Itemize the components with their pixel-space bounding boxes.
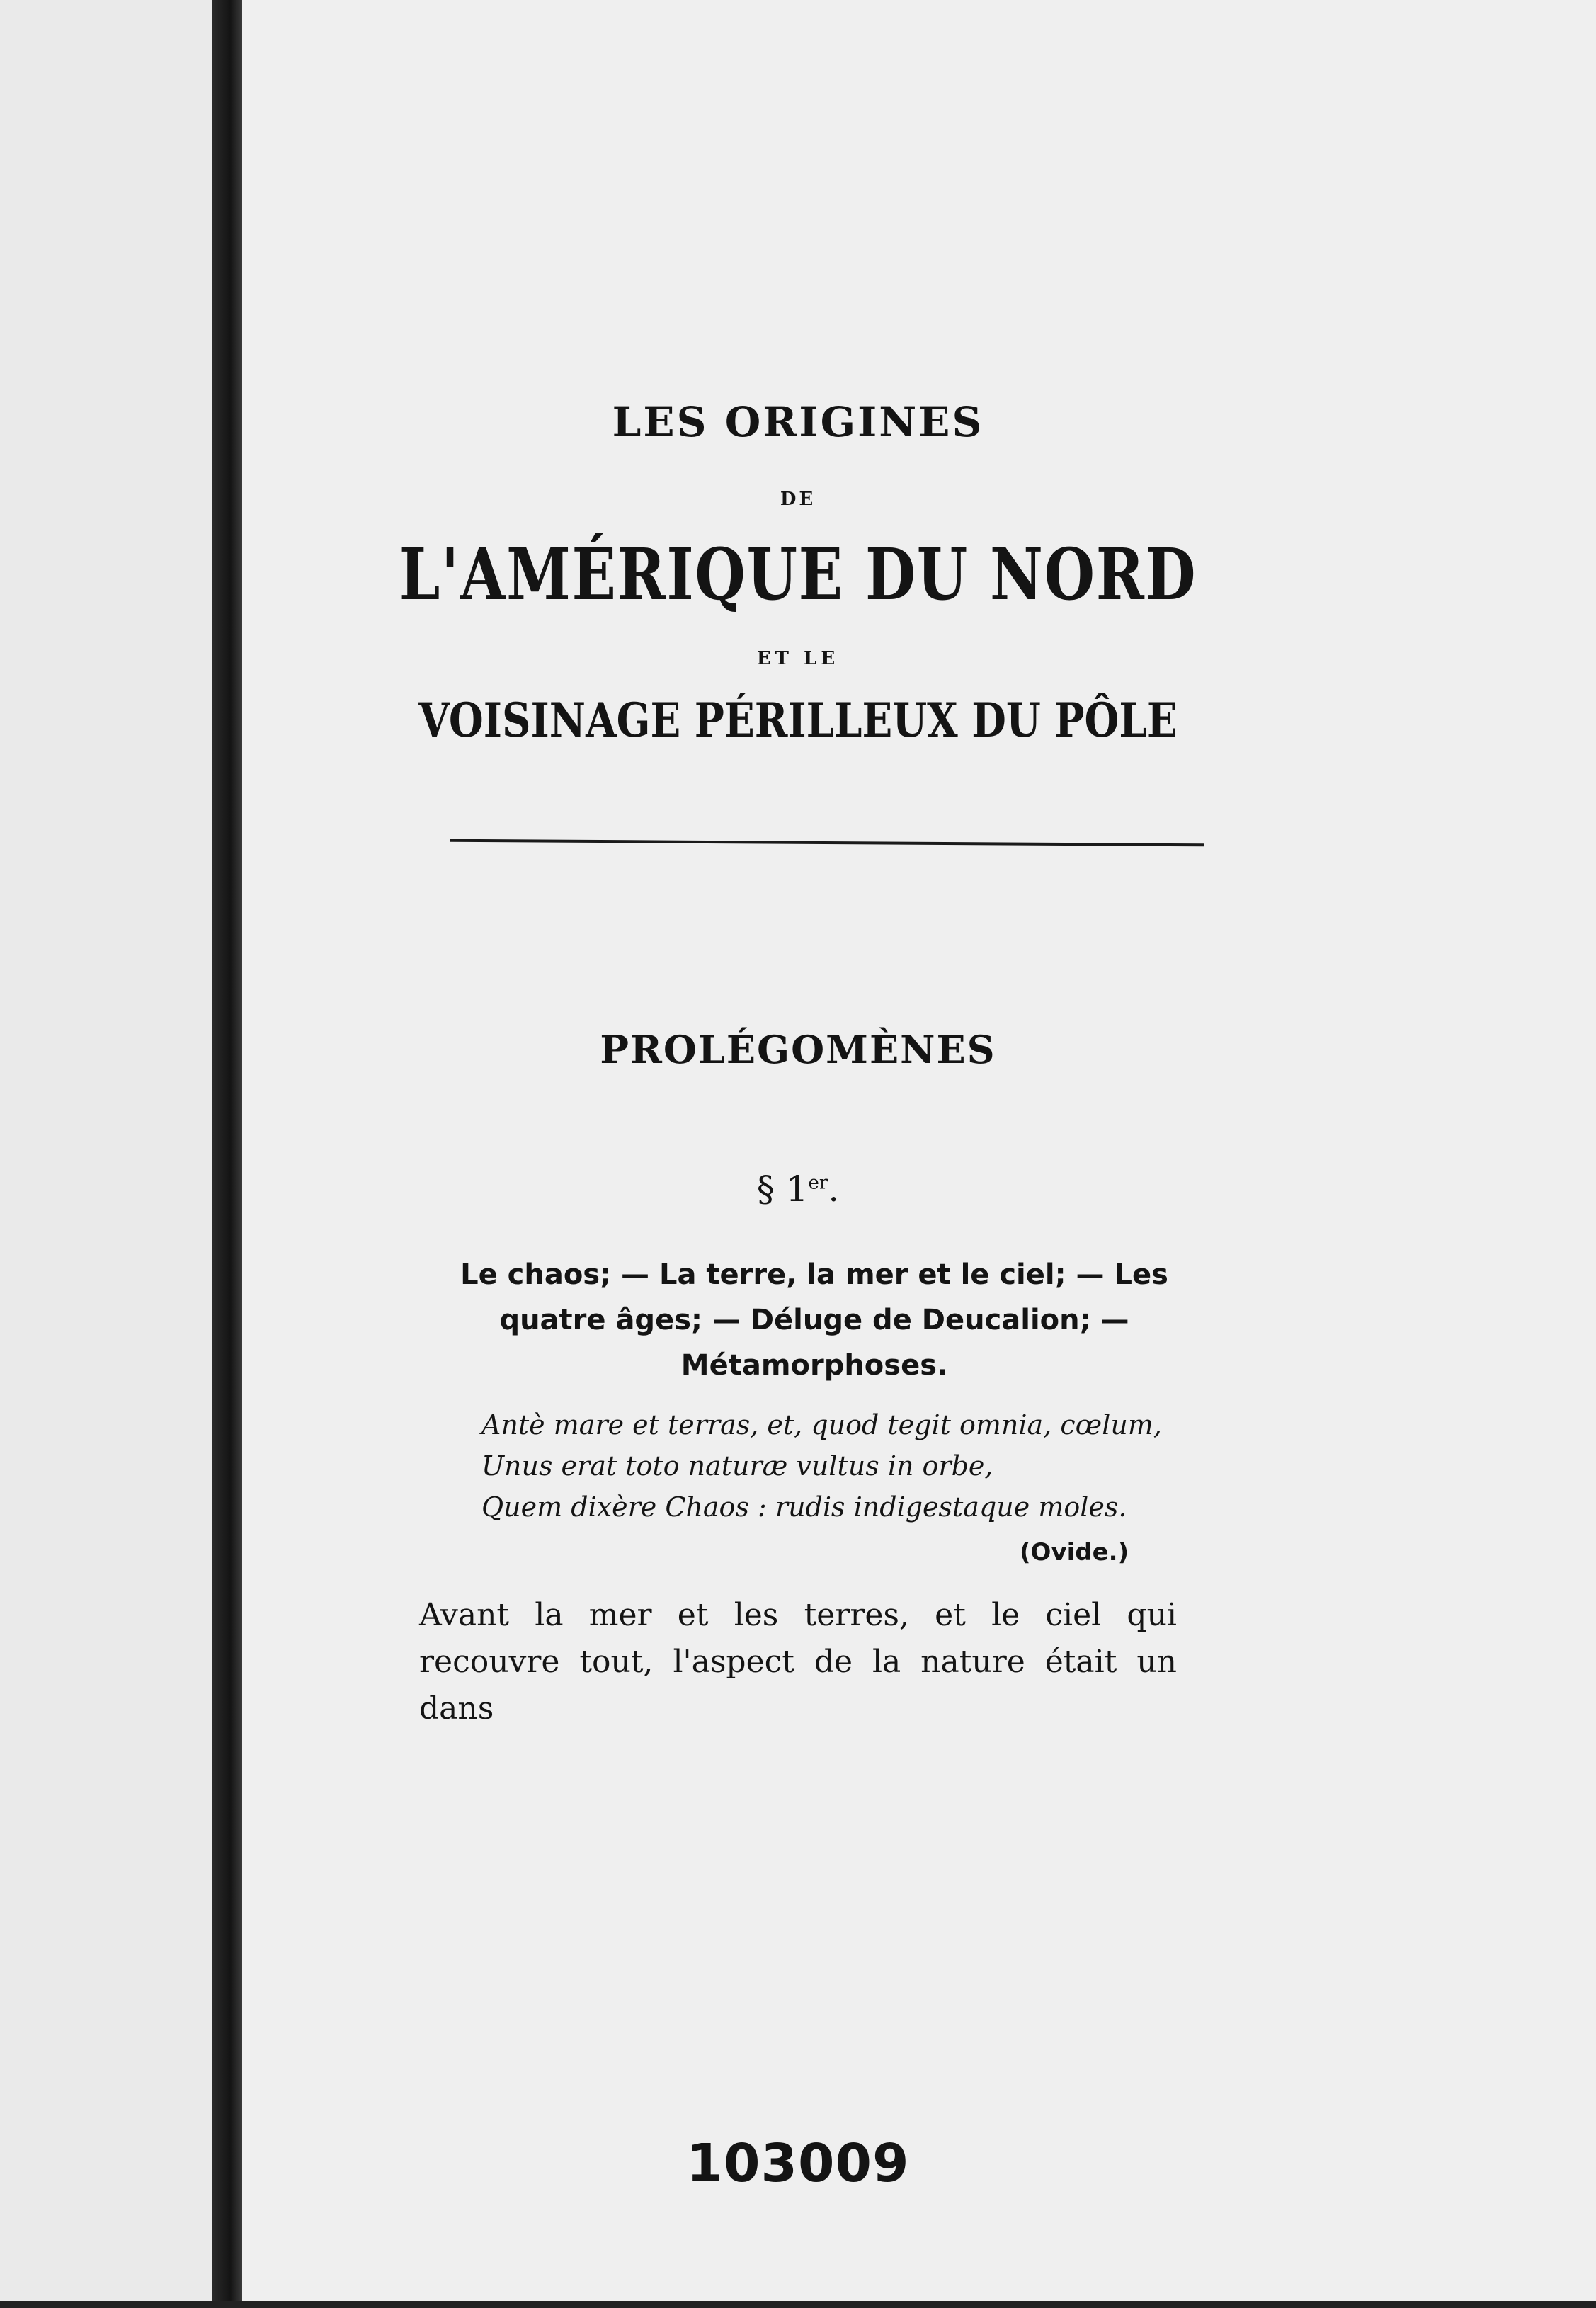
epigraph-line: Antè mare et terras, et, quod tegit omnia, cœlum, [481,1409,1162,1440]
paragraph-mark-period: . [828,1169,840,1210]
paragraph-mark-superscript: er [808,1172,828,1194]
title-line-origines: LES ORIGINES [612,398,984,446]
section-heading: PROLÉGOMÈNES [600,1027,996,1072]
title-connector-et-le: ET LE [756,648,840,669]
chapter-summary: Le chaos; — La terre, la mer et le ciel; — Les quatre âges; — Déluge de Deucalion; — Métamorphoses. [460,1258,1168,1382]
paragraph-mark [0,1169,1596,1210]
epigraph-line: Unus erat toto naturæ vultus in orbe, [481,1450,993,1482]
page-number: 103009 [686,2133,910,2194]
paragraph-mark-number: § 1 [756,1169,809,1210]
book-gutter-fold [212,0,242,2308]
title-line-voisinage: VOISINAGE PÉRILLEUX DU PÔLE [418,693,1178,748]
page-sheet [242,0,1596,2308]
epigraph-line: Quem dixère Chaos : rudis indigestaque moles. [481,1491,1127,1523]
left-facing-page-margin [0,0,212,2308]
title-connector-de: DE [780,489,816,510]
body-paragraph: Avant la mer et les terres, et le ciel qui recouvre tout, l'aspect de la nature était un dans [419,1597,1177,1727]
bottom-scan-edge [0,2301,1596,2308]
title-main: L'AMÉRIQUE DU NORD [399,533,1197,616]
epigraph-attribution: (Ovide.) [1020,1538,1129,1567]
